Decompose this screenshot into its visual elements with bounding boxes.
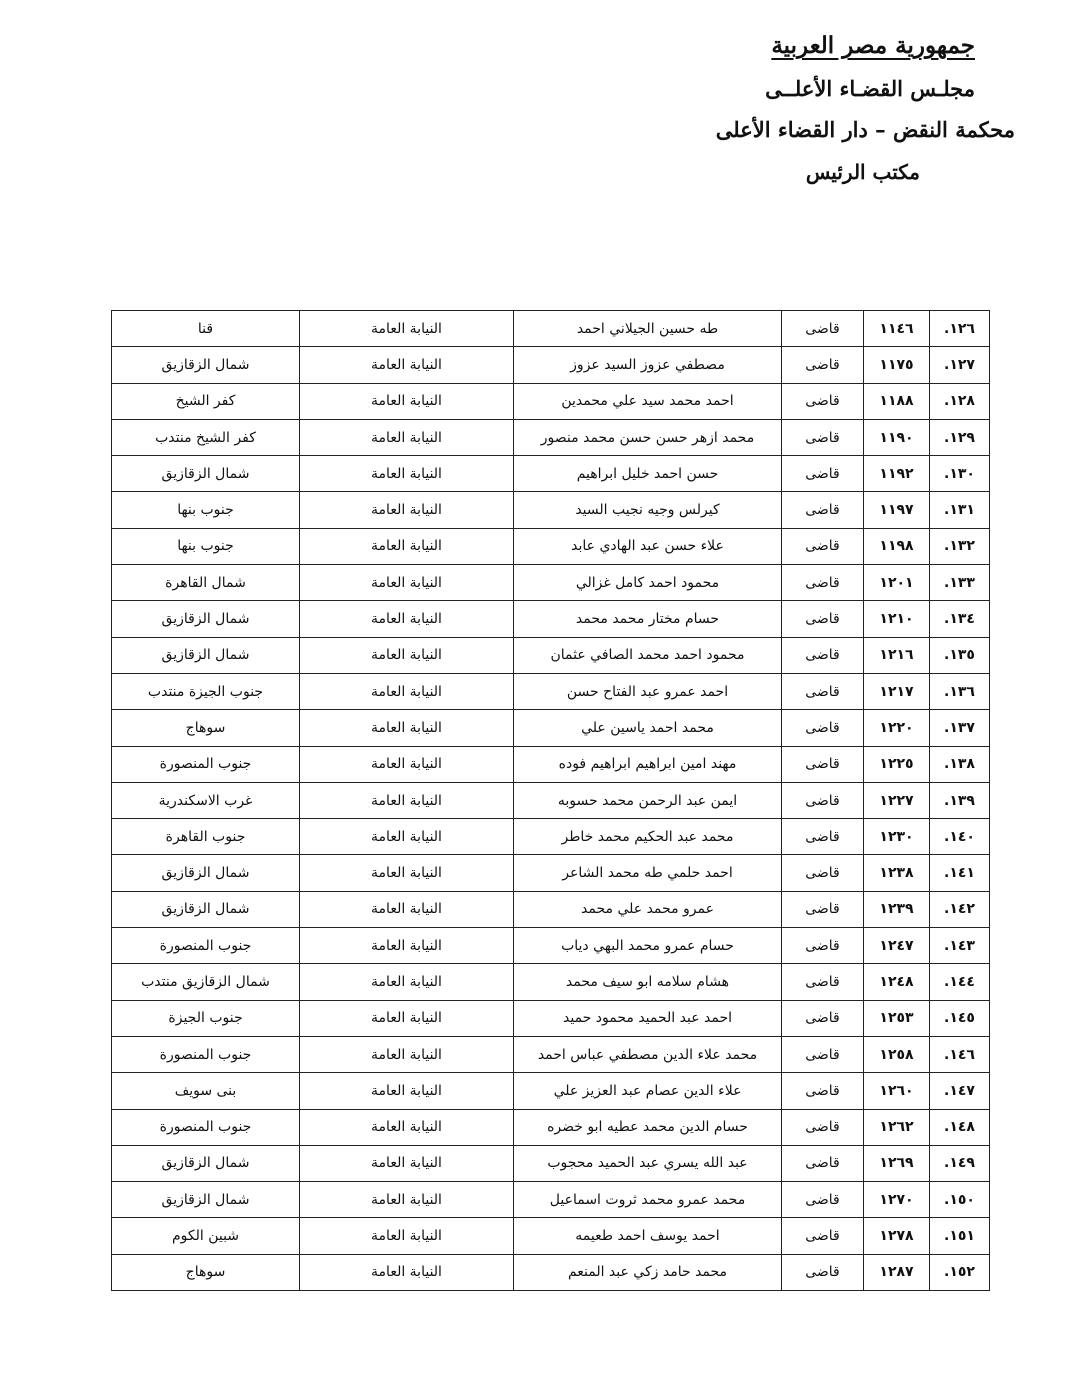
assignment-location-cell: جنوب المنصورة [112,928,300,964]
judge-name-cell: محمد عبد الحكيم محمد خاطر [514,819,782,855]
department-cell: النيابة العامة [300,1145,514,1181]
judge-name-cell: عبد الله يسري عبد الحميد محجوب [514,1145,782,1181]
assignment-location-cell: شمال الزقازيق [112,855,300,891]
department-cell: النيابة العامة [300,1000,514,1036]
department-cell: النيابة العامة [300,710,514,746]
job-title-cell: قاضى [782,565,864,601]
table-row [112,928,990,964]
assignment-location-cell: شمال الزقازيق [112,1182,300,1218]
judge-name-cell: حسام الدين محمد عطيه ابو خضره [514,1109,782,1145]
council-title: مجلـس القضـاء الأعلــى [765,76,975,101]
table-row [112,1036,990,1072]
judge-code-cell: ١١٩٠ [864,419,930,455]
row-number-cell: ١٤٠. [930,819,990,855]
row-number-cell: ١٣٥. [930,637,990,673]
row-number-cell: ١٣٨. [930,746,990,782]
judges-table [111,310,990,1291]
table-row [112,1109,990,1145]
row-number-cell: ١٣٩. [930,782,990,818]
assignment-location-cell: شمال الزقازيق [112,1145,300,1181]
department-cell: النيابة العامة [300,1218,514,1254]
department-cell: النيابة العامة [300,456,514,492]
assignment-location-cell: شمال الزقازيق [112,456,300,492]
judge-code-cell: ١٢٣٠ [864,819,930,855]
assignment-location-cell: كفر الشيخ [112,383,300,419]
row-number-cell: ١٤٧. [930,1073,990,1109]
assignment-location-cell: جنوب المنصورة [112,1036,300,1072]
judge-code-cell: ١٢٤٧ [864,928,930,964]
job-title-cell: قاضى [782,1000,864,1036]
judge-name-cell: محمود احمد كامل غزالي [514,565,782,601]
judge-name-cell: علاء حسن عبد الهادي عابد [514,528,782,564]
job-title-cell: قاضى [782,710,864,746]
row-number-cell: ١٤١. [930,855,990,891]
job-title-cell: قاضى [782,782,864,818]
judge-code-cell: ١١٩٨ [864,528,930,564]
table-row [112,1145,990,1181]
judge-name-cell: حسن احمد خليل ابراهيم [514,456,782,492]
assignment-location-cell: جنوب بنها [112,528,300,564]
row-number-cell: ١٢٧. [930,347,990,383]
assignment-location-cell: شمال الزقازيق [112,891,300,927]
judge-code-cell: ١١٩٧ [864,492,930,528]
judge-name-cell: محمد حامد زكي عبد المنعم [514,1254,782,1290]
judge-name-cell: مهند امين ابراهيم ابراهيم فوده [514,746,782,782]
row-number-cell: ١٣٧. [930,710,990,746]
judge-name-cell: محمد علاء الدين مصطفي عباس احمد [514,1036,782,1072]
judge-name-cell: محمود احمد محمد الصافي عثمان [514,637,782,673]
job-title-cell: قاضى [782,673,864,709]
judge-code-cell: ١١٨٨ [864,383,930,419]
judge-code-cell: ١٢٥٣ [864,1000,930,1036]
department-cell: النيابة العامة [300,1254,514,1290]
job-title-cell: قاضى [782,637,864,673]
job-title-cell: قاضى [782,419,864,455]
judge-code-cell: ١٢١٦ [864,637,930,673]
assignment-location-cell: كفر الشيخ منتدب [112,419,300,455]
judge-name-cell: مصطفي عزوز السيد عزوز [514,347,782,383]
judge-code-cell: ١٢٧٠ [864,1182,930,1218]
department-cell: النيابة العامة [300,1073,514,1109]
assignment-location-cell: جنوب الجيزة [112,1000,300,1036]
judge-code-cell: ١٢٢٥ [864,746,930,782]
assignment-location-cell: شمال الزقازيق [112,347,300,383]
department-cell: النيابة العامة [300,528,514,564]
table-row [112,565,990,601]
job-title-cell: قاضى [782,1218,864,1254]
judge-code-cell: ١٢٧٨ [864,1218,930,1254]
job-title-cell: قاضى [782,746,864,782]
judge-name-cell: حسام عمرو محمد البهي دياب [514,928,782,964]
judge-name-cell: علاء الدين عصام عبد العزيز علي [514,1073,782,1109]
job-title-cell: قاضى [782,1073,864,1109]
judge-code-cell: ١١٧٥ [864,347,930,383]
judge-name-cell: عمرو محمد علي محمد [514,891,782,927]
assignment-location-cell: شمال الزقازيق [112,601,300,637]
judge-name-cell: طه حسين الجيلاني احمد [514,311,782,347]
department-cell: النيابة العامة [300,855,514,891]
job-title-cell: قاضى [782,1036,864,1072]
job-title-cell: قاضى [782,456,864,492]
assignment-location-cell: شمال الزقازيق منتدب [112,964,300,1000]
department-cell: النيابة العامة [300,1182,514,1218]
table-row [112,746,990,782]
table-row [112,964,990,1000]
judge-name-cell: هشام سلامه ابو سيف محمد [514,964,782,1000]
row-number-cell: ١٤٦. [930,1036,990,1072]
judge-code-cell: ١٢٢٠ [864,710,930,746]
table-row [112,383,990,419]
assignment-location-cell: قنا [112,311,300,347]
row-number-cell: ١٣٦. [930,673,990,709]
row-number-cell: ١٢٩. [930,419,990,455]
row-number-cell: ١٤٨. [930,1109,990,1145]
table-row [112,782,990,818]
job-title-cell: قاضى [782,311,864,347]
row-number-cell: ١٣٢. [930,528,990,564]
assignment-location-cell: سوهاج [112,710,300,746]
assignment-location-cell: شمال الزقازيق [112,637,300,673]
table-row [112,1182,990,1218]
table-row [112,1073,990,1109]
judge-code-cell: ١٢٣٩ [864,891,930,927]
assignment-location-cell: سوهاج [112,1254,300,1290]
country-title: جمهورية مصر العربية [771,32,975,59]
assignment-location-cell: جنوب بنها [112,492,300,528]
judge-code-cell: ١١٤٦ [864,311,930,347]
letterhead [0,0,1080,200]
row-number-cell: ١٢٦. [930,311,990,347]
judge-code-cell: ١٢٤٨ [864,964,930,1000]
table-row [112,637,990,673]
department-cell: النيابة العامة [300,819,514,855]
job-title-cell: قاضى [782,819,864,855]
department-cell: النيابة العامة [300,673,514,709]
court-title: محكمة النقض – دار القضاء الأعلى [715,117,1015,142]
judge-name-cell: حسام مختار محمد محمد [514,601,782,637]
assignment-location-cell: غرب الاسكندرية [112,782,300,818]
department-cell: النيابة العامة [300,1036,514,1072]
judge-code-cell: ١٢٠١ [864,565,930,601]
table-row [112,819,990,855]
judges-table-body [112,311,990,1291]
row-number-cell: ١٣٠. [930,456,990,492]
judge-code-cell: ١٢٣٨ [864,855,930,891]
judge-code-cell: ١٢١٧ [864,673,930,709]
judge-code-cell: ١٢٢٧ [864,782,930,818]
judge-name-cell: احمد يوسف احمد طعيمه [514,1218,782,1254]
table-row [112,492,990,528]
judge-name-cell: احمد عمرو عبد الفتاح حسن [514,673,782,709]
row-number-cell: ١٥٢. [930,1254,990,1290]
job-title-cell: قاضى [782,492,864,528]
job-title-cell: قاضى [782,1109,864,1145]
department-cell: النيابة العامة [300,1109,514,1145]
row-number-cell: ١٤٢. [930,891,990,927]
job-title-cell: قاضى [782,528,864,564]
department-cell: النيابة العامة [300,419,514,455]
judge-name-cell: احمد عبد الحميد محمود حميد [514,1000,782,1036]
judge-name-cell: ايمن عبد الرحمن محمد حسوبه [514,782,782,818]
job-title-cell: قاضى [782,1182,864,1218]
table-row [112,347,990,383]
assignment-location-cell: شبين الكوم [112,1218,300,1254]
row-number-cell: ١٣١. [930,492,990,528]
judge-code-cell: ١٢١٠ [864,601,930,637]
row-number-cell: ١٣٣. [930,565,990,601]
assignment-location-cell: بنى سويف [112,1073,300,1109]
row-number-cell: ١٤٩. [930,1145,990,1181]
row-number-cell: ١٥١. [930,1218,990,1254]
table-row [112,456,990,492]
judge-code-cell: ١١٩٢ [864,456,930,492]
assignment-location-cell: جنوب المنصورة [112,1109,300,1145]
row-number-cell: ١٣٤. [930,601,990,637]
judge-code-cell: ١٢٦٠ [864,1073,930,1109]
job-title-cell: قاضى [782,855,864,891]
assignment-location-cell: جنوب القاهرة [112,819,300,855]
table-row [112,419,990,455]
job-title-cell: قاضى [782,964,864,1000]
judge-code-cell: ١٢٨٧ [864,1254,930,1290]
job-title-cell: قاضى [782,601,864,637]
judge-code-cell: ١٢٦٩ [864,1145,930,1181]
judge-name-cell: احمد حلمي طه محمد الشاعر [514,855,782,891]
department-cell: النيابة العامة [300,746,514,782]
table-row [112,1254,990,1290]
assignment-location-cell: جنوب الجيزة منتدب [112,673,300,709]
assignment-location-cell: شمال القاهرة [112,565,300,601]
table-row [112,311,990,347]
judge-name-cell: محمد عمرو محمد ثروت اسماعيل [514,1182,782,1218]
judge-name-cell: احمد محمد سيد علي محمدين [514,383,782,419]
judge-name-cell: محمد ازهر حسن حسن محمد منصور [514,419,782,455]
judge-code-cell: ١٢٦٢ [864,1109,930,1145]
department-cell: النيابة العامة [300,383,514,419]
department-cell: النيابة العامة [300,601,514,637]
table-row [112,673,990,709]
table-row [112,891,990,927]
judge-code-cell: ١٢٥٨ [864,1036,930,1072]
department-cell: النيابة العامة [300,964,514,1000]
job-title-cell: قاضى [782,928,864,964]
table-row [112,855,990,891]
row-number-cell: ١٢٨. [930,383,990,419]
job-title-cell: قاضى [782,1145,864,1181]
judge-name-cell: كيرلس وجيه نجيب السيد [514,492,782,528]
table-row [112,1218,990,1254]
department-cell: النيابة العامة [300,891,514,927]
department-cell: النيابة العامة [300,782,514,818]
department-cell: النيابة العامة [300,928,514,964]
row-number-cell: ١٤٤. [930,964,990,1000]
job-title-cell: قاضى [782,891,864,927]
assignment-location-cell: جنوب المنصورة [112,746,300,782]
table-row [112,1000,990,1036]
table-row [112,601,990,637]
row-number-cell: ١٥٠. [930,1182,990,1218]
job-title-cell: قاضى [782,1254,864,1290]
department-cell: النيابة العامة [300,637,514,673]
job-title-cell: قاضى [782,383,864,419]
department-cell: النيابة العامة [300,492,514,528]
judge-name-cell: محمد احمد ياسين علي [514,710,782,746]
department-cell: النيابة العامة [300,347,514,383]
office-title: مكتب الرئيس [805,160,920,184]
department-cell: النيابة العامة [300,565,514,601]
department-cell: النيابة العامة [300,311,514,347]
table-row [112,710,990,746]
job-title-cell: قاضى [782,347,864,383]
row-number-cell: ١٤٣. [930,928,990,964]
row-number-cell: ١٤٥. [930,1000,990,1036]
table-row [112,528,990,564]
